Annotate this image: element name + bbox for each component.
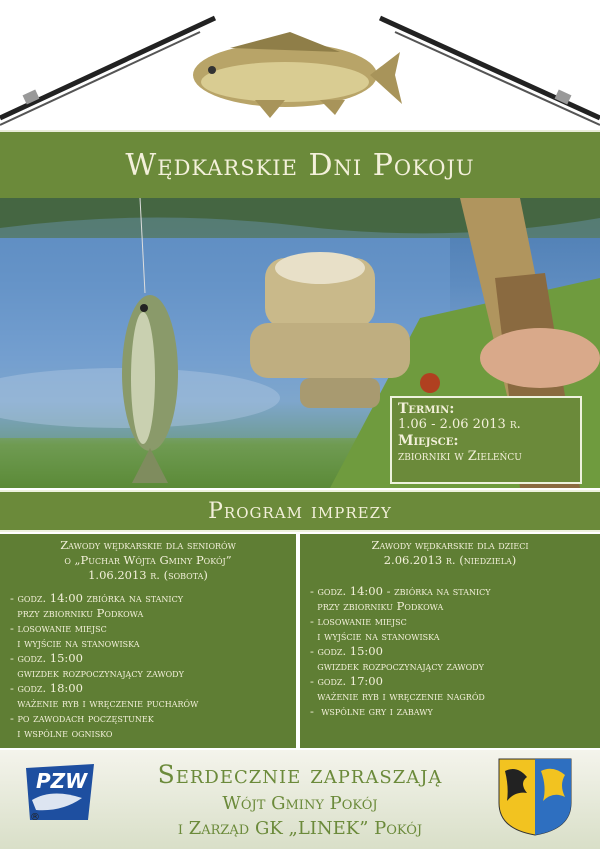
list-item: i wyjście na stanowiska (310, 629, 440, 643)
list-item: ważenie ryb i wręczenie pucharów (10, 696, 199, 710)
list-item: przy zbiorniku Podkowa (10, 606, 144, 620)
registered-mark: ® (30, 812, 40, 823)
title-banner (0, 130, 600, 200)
list-item: gwizdek rozpoczynający zawody (10, 666, 184, 680)
pzw-logo-text: PZW (36, 769, 88, 793)
list-item: - godz. 14:00 zbiórka na stanicy (10, 591, 183, 605)
list-item: ważenie ryb i wręczenie nagród (310, 689, 485, 703)
header-illustration (0, 0, 600, 130)
seniors-column (0, 534, 296, 748)
list-item: i wspólne ognisko (10, 726, 113, 740)
rods-and-carp-illustration (0, 0, 600, 130)
list-item: - godz. 15:00 (310, 644, 383, 658)
seniors-heading (10, 538, 286, 583)
list-item: - po zawodach poczęstunek (10, 711, 154, 725)
list-item: - godz. 15:00 (10, 651, 83, 665)
carp-icon (193, 32, 402, 118)
list-item: - godz. 17:00 (310, 674, 383, 688)
left-rod (0, 18, 215, 118)
program-banner (0, 490, 600, 532)
term-label: Termin: (398, 401, 455, 417)
seniors-heading-line: o „Puchar Wójta Gminy Pokój” (64, 553, 232, 567)
place-label: Miejsce: (398, 433, 459, 449)
list-item: - wspólne gry i zabawy (310, 704, 433, 718)
coat-of-arms-icon (497, 757, 573, 837)
page-title: Wędkarskie Dni Pokoju (125, 147, 475, 183)
list-item: - losowanie miejsc (10, 621, 107, 635)
list-item: - godz. 14:00 - zbiórka na stanicy (310, 584, 491, 598)
list-item: gwizdek rozpoczynający zawody (310, 659, 484, 673)
event-info-box (390, 396, 582, 484)
kids-heading (310, 538, 590, 568)
seniors-heading-line: Zawody wędkarskie dla seniorów (60, 538, 236, 552)
list-item: - godz. 18:00 (10, 681, 83, 695)
host-line-2: i Zarząd GK „LINEK” Pokój (177, 818, 423, 839)
list-item: przy zbiorniku Podkowa (310, 599, 444, 613)
list-item: i wyjście na stanowiska (10, 636, 140, 650)
invitation-heading: Serdecznie zapraszają (157, 760, 443, 789)
seniors-heading-line: 1.06.2013 r. (sobota) (88, 568, 208, 582)
host-line-1: Wójt Gminy Pokój (222, 793, 378, 814)
kids-column (300, 534, 600, 748)
kids-heading-line: 2.06.2013 r. (niedziela) (383, 553, 517, 567)
kids-heading-line: Zawody wędkarskie dla dzieci (371, 538, 529, 552)
list-item: - losowanie miejsc (310, 614, 407, 628)
place-value: zbiorniki w Zieleńcu (398, 449, 522, 464)
term-value: 1.06 - 2.06 2013 r. (398, 417, 521, 432)
program-title: Program imprezy (208, 498, 392, 524)
